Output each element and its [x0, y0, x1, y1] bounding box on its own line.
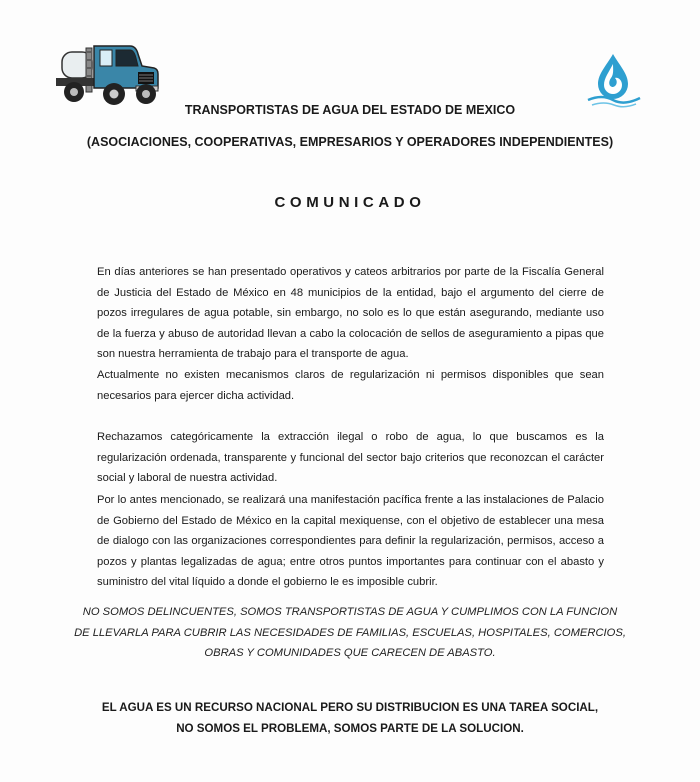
water-drop-icon: [582, 50, 644, 110]
closing-statement: [40, 698, 660, 739]
paragraph-2: Actualmente no existen mecanismos claros de regularización ni permisos disponibles que sean necesarios para ejercer dicha actividad.: [97, 369, 604, 402]
document-heading: COMUNICADO: [274, 194, 426, 211]
slogan-line: NO SOMOS DELINCUENTES, SOMOS TRANSPORTISTAS DE AGUA Y CUMPLIMOS CON LA FUNCION: [82, 606, 618, 618]
paragraph-3: Rechazamos categóricamente la extracción ilegal o robo de agua, lo que buscamos es la regularización ordenada, transparente y funcional del sector bajo criterios que reconozcan el carácter social y laboral de nuestra actividad.: [97, 431, 604, 484]
water-truck-icon: [50, 38, 162, 110]
closing-line: NO SOMOS EL PROBLEMA, SOMOS PARTE DE LA SOLUCION.: [176, 721, 524, 735]
closing-line: EL AGUA ES UN RECURSO NACIONAL PERO SU DISTRIBUCION ES UNA TAREA SOCIAL,: [101, 701, 599, 714]
organization-subtitle: (ASOCIACIONES, COOPERATIVAS, EMPRESARIOS Y OPERADORES INDEPENDIENTES): [86, 135, 614, 149]
slogan-line: OBRAS Y COMUNIDADES QUE CARECEN DE ABASTO.: [204, 647, 496, 659]
paragraph-1: En días anteriores se han presentado operativos y cateos arbitrarios por parte de la Fiscalía General de Justicia del Estado de México en 48 municipios de la entidad, bajo el argumento del cierre de pozos irregulares de agua potable, sin embargo, no solo es lo que están asegurando, mediante uso de la fuerza y abuso de autoridad llevan a cabo la colocación de sellos de aseguramiento a pipas que son nuestra herramienta de trabajo para el transporte de agua.: [97, 266, 604, 360]
slogan-block: [60, 602, 640, 664]
organization-title: TRANSPORTISTAS DE AGUA DEL ESTADO DE MEXICO: [184, 103, 516, 117]
slogan-line: DE LLEVARLA PARA CUBRIR LAS NECESIDADES DE FAMILIAS, ESCUELAS, HOSPITALES, COMERCIOS,: [74, 626, 626, 639]
paragraph-4: Por lo antes mencionado, se realizará una manifestación pacífica frente a las instalaciones de Palacio de Gobierno del Estado de México en la capital mexiquense, con el objetivo de establecer una mesa de dialogo con las organizaciones correspondientes para definir la regularización, permisos, acceso a pozos y plantas legalizadas de agua; entre otros puntos importantes para continuar con el abasto y suministro del vital líquido a donde el gobierno le es imposible cubrir.: [97, 494, 604, 588]
